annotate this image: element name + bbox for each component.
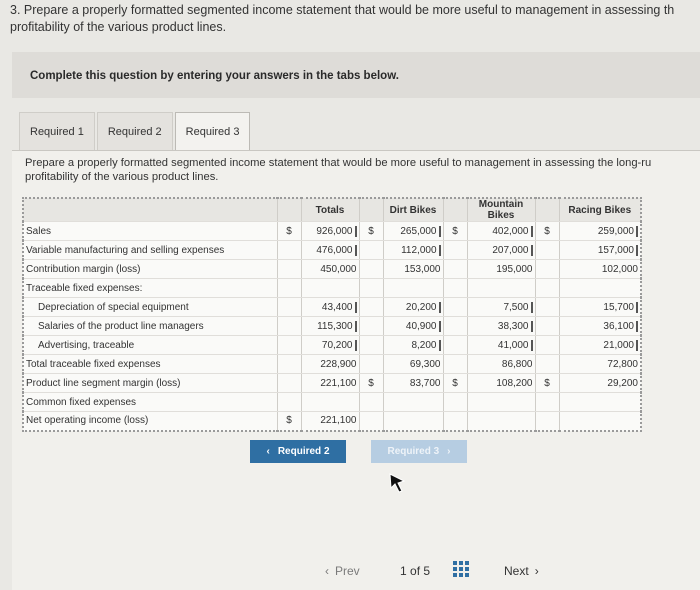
cell-dirt[interactable]: 8,200 [383,336,443,355]
cell-dirt[interactable]: 265,000 [383,222,443,241]
chevron-left-icon: ‹ [266,446,270,457]
row-label[interactable]: Total traceable fixed expenses [23,355,277,374]
question-line-2: profitability of the various product lines. [10,20,227,34]
cell-mountain: 108,200 [467,374,535,393]
row-label[interactable]: Common fixed expenses [23,393,277,412]
question-line-1: 3. Prepare a properly formatted segmented income statement that would be more useful to management in assessing th [10,3,675,17]
currency-symbol: $ [359,374,383,393]
instruction-text: Complete this question by entering your answers in the tabs below. [30,70,399,82]
cell-racing[interactable]: 259,000 [559,222,641,241]
row-contribution-margin [23,260,641,279]
currency-symbol: $ [277,222,301,241]
page-indicator: 1 of 5 [400,564,431,578]
row-total-traceable [23,355,641,374]
header-dirt-bikes: Dirt Bikes [383,198,443,222]
cell-mountain[interactable]: 402,000 [467,222,535,241]
cell-racing: 102,000 [559,260,641,279]
row-label[interactable]: Advertising, traceable [23,336,277,355]
cell-totals[interactable]: 43,400 [301,298,359,317]
table-header-row [23,198,641,222]
prev-page-link[interactable]: ‹ Prev [325,564,360,578]
cell-dirt[interactable]: 20,200 [383,298,443,317]
row-common-fixed [23,393,641,412]
prompt-line-2: profitability of the various product lines. [25,170,219,183]
cell-mountain[interactable]: 38,300 [467,317,535,336]
tab-required-1[interactable]: Required 1 [19,112,95,150]
row-label[interactable]: Net operating income (loss) [23,412,277,431]
row-sales [23,222,641,241]
header-blank [23,198,277,222]
cell-totals[interactable]: 926,000 [301,222,359,241]
row-segment-margin [23,374,641,393]
cell-dirt[interactable]: 40,900 [383,317,443,336]
cell-dirt: 69,300 [383,355,443,374]
tab-bar [19,112,252,152]
question-text [10,2,700,36]
cell-totals: 221,100 [301,374,359,393]
cell-totals[interactable]: 476,000 [301,241,359,260]
currency-symbol: $ [277,412,301,431]
header-totals: Totals [301,198,359,222]
row-label[interactable]: Depreciation of special equipment [23,298,277,317]
cell-totals[interactable] [301,393,359,412]
cell-racing: 72,800 [559,355,641,374]
cell-totals: 221,100 [301,412,359,431]
row-label[interactable]: Variable manufacturing and selling expenses [23,241,277,260]
cell-mountain: 86,800 [467,355,535,374]
cell-dirt: 153,000 [383,260,443,279]
chevron-left-icon: ‹ [325,564,329,578]
currency-symbol: $ [443,222,467,241]
cell-mountain[interactable]: 41,000 [467,336,535,355]
segmented-income-statement [22,197,642,432]
row-salaries [23,317,641,336]
currency-symbol: $ [359,222,383,241]
row-depreciation [23,298,641,317]
tab-required-3[interactable]: Required 3 [175,112,251,150]
grid-icon[interactable] [453,561,469,577]
row-advertising [23,336,641,355]
prompt-text [25,157,700,184]
prompt-line-1: Prepare a properly formatted segmented income statement that would be more useful to management in assessing the long-ru [25,157,652,169]
cell-racing[interactable]: 157,000 [559,241,641,260]
mouse-cursor-icon [388,472,406,494]
row-label[interactable]: Salaries of the product line managers [23,317,277,336]
currency-symbol: $ [535,222,559,241]
prev-tab-button[interactable]: ‹ Required 2 [250,440,346,463]
cell-racing[interactable]: 36,100 [559,317,641,336]
currency-symbol: $ [535,374,559,393]
cell-dirt: 83,700 [383,374,443,393]
cell-totals[interactable]: 115,300 [301,317,359,336]
tab-required-2[interactable]: Required 2 [97,112,173,150]
next-tab-button[interactable]: Required 3 › [371,440,467,463]
cell-mountain[interactable]: 207,000 [467,241,535,260]
chevron-right-icon: › [447,446,451,457]
row-label[interactable]: Traceable fixed expenses: [23,279,277,298]
row-variable-expenses [23,241,641,260]
currency-symbol: $ [443,374,467,393]
row-net-operating-income [23,412,641,431]
row-label[interactable]: Sales [23,222,277,241]
chevron-right-icon: › [534,564,539,578]
cell-racing: 29,200 [559,374,641,393]
cell-dirt[interactable]: 112,000 [383,241,443,260]
cell-racing[interactable]: 15,700 [559,298,641,317]
header-mountain-bikes: Mountain Bikes [467,198,535,222]
next-page-link[interactable]: Next › [504,564,539,578]
row-label[interactable]: Product line segment margin (loss) [23,374,277,393]
cell-mountain: 195,000 [467,260,535,279]
cell-totals: 450,000 [301,260,359,279]
cell-mountain[interactable]: 7,500 [467,298,535,317]
cell-totals[interactable]: 70,200 [301,336,359,355]
row-traceable-fixed-expenses [23,279,641,298]
cell-racing[interactable]: 21,000 [559,336,641,355]
row-label[interactable]: Contribution margin (loss) [23,260,277,279]
cell-totals: 228,900 [301,355,359,374]
header-racing-bikes: Racing Bikes [559,198,641,222]
